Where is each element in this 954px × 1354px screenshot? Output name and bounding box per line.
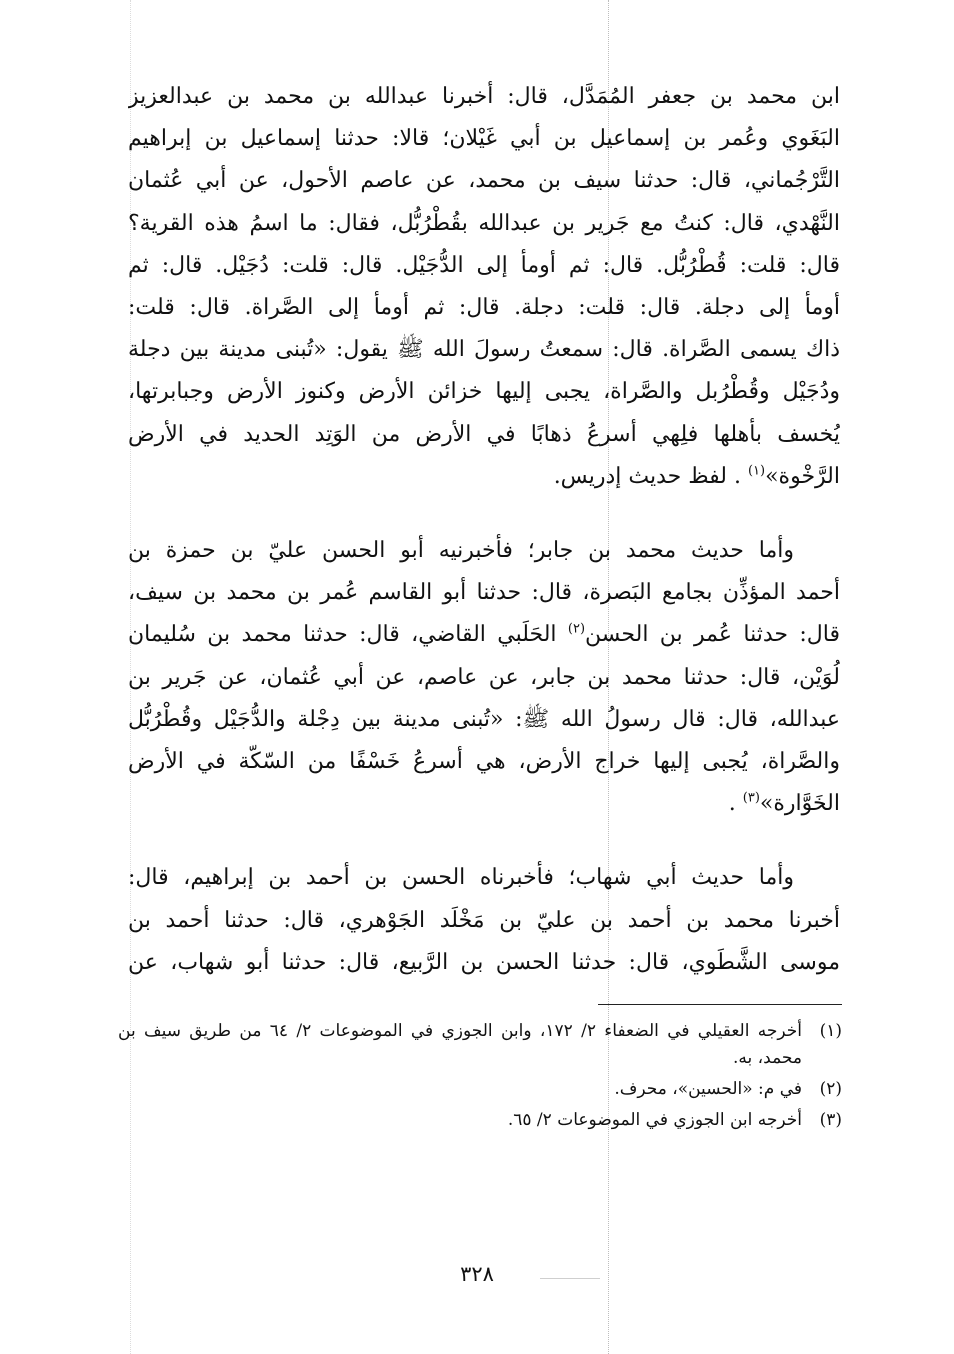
text-line: أخبرنا محمد بن أحمد بن عليّ بن مَخْلَد الجَوْهري، قال: حدثنا أحمد بن — [128, 907, 840, 933]
text-line: ذاك يسمى الصَّراة. قال: سمعتُ رسولَ الله ﷺ يقول: «تُبنى مدينة بين دجلة — [128, 337, 840, 363]
footnote-ref-3[interactable]: (٣) — [742, 790, 760, 806]
text-fragment: قال: حدثنا عُمر بن الحسن — [585, 622, 840, 648]
paragraph-3 — [128, 857, 840, 984]
paragraph-2 — [128, 530, 840, 825]
text-fragment: الرَّخْوة» — [765, 463, 840, 489]
text-line: قال: قلت: قُطْرُبُّل. قال: ثم أومأ إلى الدُّجَيْل. قال: قلت: دُجَيْل. قال: ثم — [128, 252, 840, 278]
text-line — [128, 783, 840, 825]
text-line: أحمد المؤذِّن بجامع البَصرة، قال: حدثنا أبو القاسم عُمر بن محمد بن سيف، — [128, 580, 840, 606]
text-line: ودُجَيْل وقُطْرُبل والصَّراة، يجبى إليها خزائن الأرض وكنوز الأرض وجبابرتها، — [128, 379, 840, 405]
text-fragment: . — [728, 791, 736, 817]
text-line: ابن محمد بن جعفر المُمَدَّل، قال: أخبرنا عبدالله بن محمد بن عبدالعزيز — [128, 84, 840, 109]
text-line: موسى الشَّطَوي، قال: حدثنا الحسن بن الرَّبيع، قال: حدثنا أبو شهاب، عن — [128, 949, 840, 975]
text-line: والصَّراة، يُجبى إليها خراج الأرض، هي أسرعُ خَسْفًا من السّكّة في الأرض — [128, 749, 840, 775]
text-line — [128, 456, 840, 498]
text-fragment: الحَلَبي القاضي، قال: حدثنا محمد بن سُليمان — [128, 622, 568, 648]
footnote-text: أخرجه ابن الجوزي في الموضوعات ٢/ ٦٥. — [507, 1110, 802, 1130]
footnote-separator — [598, 1004, 842, 1005]
text-line: عبدالله، قال: قال رسولُ الله ﷺ: «تُبنى مدينة بين دِجْلة والدُّجَيْل وقُطْرُبُّل — [128, 706, 840, 732]
paragraph-1 — [128, 76, 840, 498]
main-text — [128, 76, 840, 984]
page-number: ٣٢٨ — [460, 1262, 494, 1286]
footnote-1 — [118, 1018, 842, 1072]
footnote-number: (٢) — [819, 1079, 842, 1099]
footnote-2 — [118, 1076, 842, 1103]
text-fragment: الخَوَّارة» — [759, 791, 840, 817]
footnote-text: في م: «الحسين»، محرف. — [614, 1079, 802, 1099]
text-line: وأما حديث محمد بن جابر؛ فأخبرنيه أبو الحسن عليّ بن حمزة بن — [128, 538, 794, 564]
text-fragment: . لفظ حديث إدريس. — [553, 463, 741, 489]
text-line — [128, 614, 840, 656]
text-line: وأما حديث أبي شهاب؛ فأخبرناه الحسن بن أحمد بن إبراهيم، قال: — [128, 865, 794, 891]
text-line: النَّهْدي، قال: كنتُ مع جَرير بن عبدالله بقُطْرُبُّل، فقال: ما اسمُ هذه القرية؟ — [128, 210, 840, 236]
footnote-text: أخرجه العقيلي في الضعفاء ٢/ ١٧٢، وابن الجوزي في الموضوعات ٢/ ٦٤ من طريق سيف بن محمد، به. — [118, 1021, 802, 1068]
text-line: أومأ إلى دجلة. قال: قلت: دجلة. قال: ثم أومأ إلى الصَّراة. قال: قلت: — [128, 295, 840, 321]
text-line: التَّرْجُماني، قال: حدثنا سيف بن محمد، عن عاصم الأحول، عن أبي عُثمان — [128, 168, 840, 194]
scan-speck — [540, 1278, 600, 1279]
footnote-ref-2[interactable]: (٢) — [567, 622, 586, 638]
footnote-number: (١) — [819, 1021, 842, 1041]
footnote-3 — [118, 1107, 842, 1134]
footnote-number: (٣) — [819, 1110, 842, 1130]
footnote-ref-1[interactable]: (١) — [747, 463, 766, 479]
footnotes — [118, 1018, 842, 1138]
text-line: البَغَوي وعُمر بن إسماعيل بن أبي غَيْلان؛ قالا: حدثنا إسماعيل بن إبراهيم — [128, 126, 840, 152]
text-line: يُخسف بأهلها فلِهي أسرعُ ذهابًا في الأرض من الوَتِد الحديد في الأرض — [128, 421, 840, 447]
text-line: لُوَيْن، قال: حدثنا محمد بن جابر، عن عاصم، عن أبي عُثمان، عن جَرير بن — [128, 664, 840, 690]
